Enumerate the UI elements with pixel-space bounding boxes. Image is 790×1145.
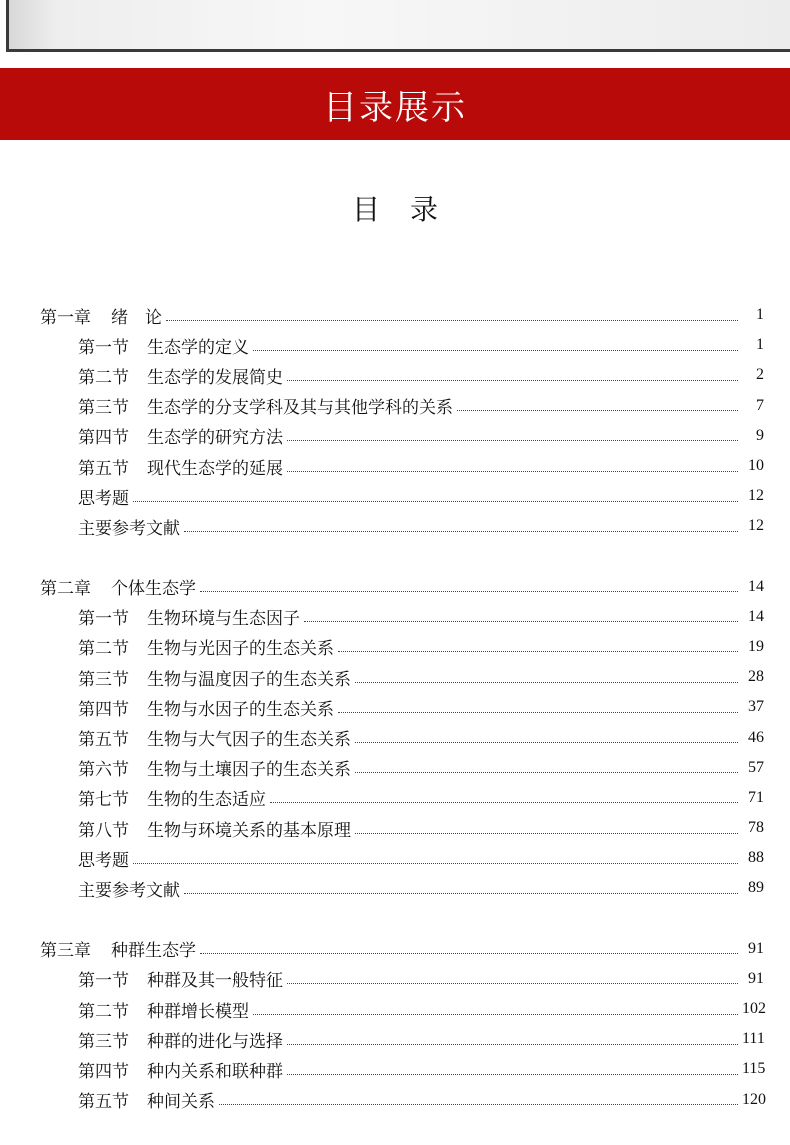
leader-dots	[338, 637, 738, 652]
section-page-number: 2	[756, 366, 764, 384]
section-title: 种内关系和联种群	[147, 1061, 283, 1082]
section-number: 第七节	[78, 790, 129, 811]
section-page-number: 91	[748, 969, 764, 987]
toc-section-row[interactable]	[0, 330, 790, 360]
section-title: 思考题	[78, 488, 129, 509]
section-title: 生物与温度因子的生态关系	[147, 669, 351, 690]
section-number: 第三节	[78, 1031, 129, 1052]
toc-section-row[interactable]	[0, 602, 790, 632]
leader-dots	[253, 1000, 738, 1015]
toc-section-row[interactable]	[0, 783, 790, 813]
section-number: 第五节	[78, 458, 129, 479]
section-page-number: 115	[742, 1060, 766, 1078]
chapter-number: 第二章	[40, 579, 91, 600]
section-number: 第二节	[78, 367, 129, 388]
toc-section-row[interactable]	[0, 481, 790, 511]
leader-dots	[219, 1090, 738, 1105]
toc-section-row[interactable]	[0, 753, 790, 783]
section-title: 生物与光因子的生态关系	[147, 639, 334, 660]
toc-section-row[interactable]	[0, 1024, 790, 1054]
leader-dots	[355, 728, 738, 743]
toc-chapter-block	[0, 572, 790, 904]
doc-title: 目录	[351, 193, 468, 226]
section-number: 第一节	[78, 609, 129, 630]
section-page-number: 1	[756, 336, 764, 354]
leader-dots	[287, 366, 738, 381]
section-title: 思考题	[78, 850, 129, 871]
banner-title: 目录展示	[323, 87, 467, 128]
section-title: 种群及其一般特征	[147, 971, 283, 992]
section-page-number: 57	[748, 758, 764, 776]
toc-section-row[interactable]	[0, 421, 790, 451]
toc-chapter-block	[0, 300, 790, 542]
section-page-number: 12	[748, 487, 764, 505]
section-page-number: 89	[748, 879, 764, 897]
section-page-number: 102	[742, 1000, 766, 1018]
chapter-page-number: 14	[748, 577, 764, 595]
leader-dots	[184, 879, 738, 894]
leader-dots	[253, 336, 738, 351]
section-number: 第二节	[78, 639, 129, 660]
section-number: 第四节	[78, 1061, 129, 1082]
section-page-number: 28	[748, 668, 764, 686]
section-number: 第四节	[78, 699, 129, 720]
chapter-title: 个体生态学	[111, 579, 196, 600]
section-title: 种间关系	[147, 1092, 215, 1113]
toc-section-row[interactable]	[0, 994, 790, 1024]
toc-chapter-row[interactable]	[0, 934, 790, 964]
section-title: 生态学的分支学科及其与其他学科的关系	[147, 398, 453, 419]
chapter-title: 种群生态学	[111, 941, 196, 962]
leader-dots	[166, 306, 738, 321]
toc-section-row[interactable]	[0, 391, 790, 421]
leader-dots	[287, 426, 738, 441]
section-title: 生物与大气因子的生态关系	[147, 730, 351, 751]
section-title: 种群的进化与选择	[147, 1031, 283, 1052]
section-page-number: 10	[748, 457, 764, 475]
leader-dots	[355, 758, 738, 773]
section-title: 生态学的发展简史	[147, 367, 283, 388]
section-page-number: 37	[748, 698, 764, 716]
section-number: 第六节	[78, 760, 129, 781]
leader-dots	[200, 939, 738, 954]
toc-section-row[interactable]	[0, 722, 790, 752]
section-page-number: 78	[748, 819, 764, 837]
leader-dots	[304, 607, 738, 622]
toc-section-row[interactable]	[0, 511, 790, 541]
leader-dots	[133, 487, 738, 502]
toc-chapter-row[interactable]	[0, 300, 790, 330]
section-page-number: 46	[748, 728, 764, 746]
section-title: 生物的生态适应	[147, 790, 266, 811]
section-number: 第五节	[78, 730, 129, 751]
leader-dots	[457, 396, 738, 411]
toc-section-row[interactable]	[0, 843, 790, 873]
section-page-number: 9	[756, 426, 764, 444]
section-title: 生物与水因子的生态关系	[147, 699, 334, 720]
section-page-number: 71	[748, 788, 764, 806]
section-page-number: 111	[742, 1030, 765, 1048]
banner	[0, 68, 790, 140]
leader-dots	[287, 969, 738, 984]
section-page-number: 7	[756, 396, 764, 414]
section-number: 第二节	[78, 1001, 129, 1022]
chapter-page-number: 91	[748, 939, 764, 957]
leader-dots	[355, 668, 738, 683]
section-number: 第五节	[78, 1092, 129, 1113]
chapter-title: 绪 论	[111, 307, 162, 328]
leader-dots	[287, 457, 738, 472]
section-title: 生态学的定义	[147, 337, 249, 358]
leader-dots	[270, 788, 738, 803]
section-page-number: 19	[748, 637, 764, 655]
section-title: 生物与土壤因子的生态关系	[147, 760, 351, 781]
section-number: 第八节	[78, 820, 129, 841]
toc-section-row[interactable]	[0, 1085, 790, 1115]
section-number: 第三节	[78, 398, 129, 419]
toc-section-row[interactable]	[0, 360, 790, 390]
leader-dots	[200, 577, 738, 592]
section-page-number: 120	[742, 1090, 766, 1108]
section-title: 生物与环境关系的基本原理	[147, 820, 351, 841]
table-of-contents	[0, 300, 790, 1145]
section-title: 现代生态学的延展	[147, 458, 283, 479]
section-title: 生态学的研究方法	[147, 428, 283, 449]
leader-dots	[338, 698, 738, 713]
section-page-number: 88	[748, 849, 764, 867]
book-page-edge	[6, 0, 790, 52]
leader-dots	[355, 819, 738, 834]
section-page-number: 12	[748, 517, 764, 535]
section-title: 主要参考文献	[78, 518, 180, 539]
section-title: 生物环境与生态因子	[147, 609, 300, 630]
section-number: 第一节	[78, 337, 129, 358]
section-number: 第四节	[78, 428, 129, 449]
toc-section-row[interactable]	[0, 632, 790, 662]
leader-dots	[133, 849, 738, 864]
section-number: 第一节	[78, 971, 129, 992]
section-title: 种群增长模型	[147, 1001, 249, 1022]
chapter-page-number: 1	[756, 306, 764, 324]
toc-section-row[interactable]	[0, 873, 790, 903]
toc-section-row[interactable]	[0, 692, 790, 722]
section-title: 主要参考文献	[78, 880, 180, 901]
chapter-number: 第三章	[40, 941, 91, 962]
toc-chapter-block	[0, 934, 790, 1115]
leader-dots	[184, 517, 738, 532]
toc-section-row[interactable]	[0, 662, 790, 692]
chapter-number: 第一章	[40, 307, 91, 328]
leader-dots	[287, 1030, 738, 1045]
top-strip	[0, 0, 790, 62]
toc-chapter-row[interactable]	[0, 572, 790, 602]
toc-section-row[interactable]	[0, 964, 790, 994]
leader-dots	[287, 1060, 738, 1075]
toc-section-row[interactable]	[0, 451, 790, 481]
toc-section-row[interactable]	[0, 813, 790, 843]
section-number: 第三节	[78, 669, 129, 690]
toc-section-row[interactable]	[0, 1054, 790, 1084]
section-page-number: 14	[748, 607, 764, 625]
